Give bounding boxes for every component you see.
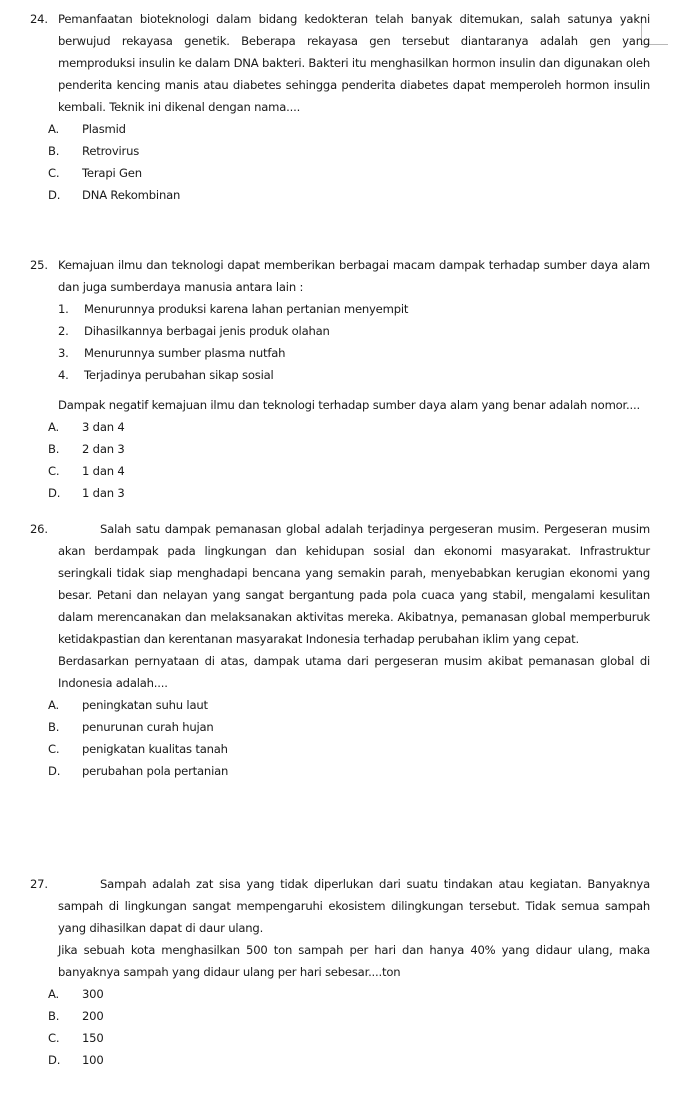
option-a[interactable]: A. peningkatan suhu laut [48, 698, 208, 712]
question-text: Salah satu dampak pemanasan global adalah terjadinya pergeseran musim. Pergeseran musim akan berdampak pada lingkungan dan kehidupan sosial dan ekonomi masyarakat. Infrastruktur seringkali tidak siap menghadapi bencana yang semakin parah, menyebabkan kerugian ekonomi yang besar. Petani dan nelayan yang sangat bergantung pada pola cuaca yang stabil, mengalami kesulitan dalam merencanakan dan melaksanakan aktivitas mereka. Akibatnya, pemanasan global memperburuk ketidakpastian dan kerentanan masyarakat Indonesia terhadap perubahan iklim yang cepat. [58, 522, 650, 646]
statement-item: 1. Menurunnya produksi karena lahan pertanian menyempit [58, 302, 409, 316]
option-a[interactable]: A. 3 dan 4 [48, 420, 125, 434]
question-text: Sampah adalah zat sisa yang tidak diperlukan dari suatu tindakan atau kegiatan. Banyaknya sampah di lingkungan sangat mempengaruhi ekosistem dilingkungan tersebut. Tidak semua sampah yang dihasilkan dapat di daur ulang. [58, 877, 650, 935]
question-24 [30, 8, 650, 206]
option-d[interactable]: D. DNA Rekombinan [48, 188, 181, 202]
answer-options [30, 983, 650, 1071]
option-b[interactable]: B. 2 dan 3 [48, 442, 125, 456]
option-b[interactable]: B. Retrovirus [48, 144, 140, 158]
statement-list [30, 298, 650, 386]
question-prompt: Berdasarkan pernyataan di atas, dampak utama dari pergeseran musim akibat pemanasan global di Indonesia adalah.... [58, 654, 650, 690]
question-number: 25. [30, 258, 48, 272]
answer-options [30, 694, 650, 782]
question-number: 27. [30, 877, 48, 891]
option-b[interactable]: B. penurunan curah hujan [48, 720, 214, 734]
question-number: 26. [30, 522, 48, 536]
question-text: Kemajuan ilmu dan teknologi dapat memberikan berbagai macam dampak terhadap sumber daya alam dan juga sumberdaya manusia antara lain : [58, 258, 650, 294]
question-27 [30, 873, 650, 1071]
option-b[interactable]: B. 200 [48, 1009, 104, 1023]
option-d[interactable]: D. 1 dan 3 [48, 486, 125, 500]
statement-item: 2. Dihasilkannya berbagai jenis produk olahan [58, 324, 330, 338]
question-25 [30, 254, 650, 504]
answer-options [30, 416, 650, 504]
option-d[interactable]: D. perubahan pola pertanian [48, 764, 229, 778]
option-a[interactable]: A. Plasmid [48, 122, 126, 136]
statement-item: 3. Menurunnya sumber plasma nutfah [58, 346, 286, 360]
option-c[interactable]: C. Terapi Gen [48, 166, 142, 180]
question-prompt: Dampak negatif kemajuan ilmu dan teknologi terhadap sumber daya alam yang benar adalah nomor.... [58, 398, 640, 412]
question-26 [30, 518, 650, 782]
option-c[interactable]: C. penigkatan kualitas tanah [48, 742, 228, 756]
option-c[interactable]: C. 1 dan 4 [48, 464, 125, 478]
question-number: 24. [30, 12, 48, 26]
question-prompt: Jika sebuah kota menghasilkan 500 ton sampah per hari dan hanya 40% yang didaur ulang, maka banyaknya sampah yang didaur ulang per hari sebesar....ton [58, 943, 650, 979]
option-d[interactable]: D. 100 [48, 1053, 104, 1067]
option-a[interactable]: A. 300 [48, 987, 104, 1001]
question-text: Pemanfaatan bioteknologi dalam bidang kedokteran telah banyak ditemukan, salah satunya yakni berwujud rekayasa genetik. Beberapa rekayasa gen tersebut diantaranya adalah gen yang memproduksi insulin ke dalam DNA bakteri. Bakteri itu menghasilkan hormon insulin dan digunakan oleh penderita kencing manis atau diabetes sehingga penderita diabetes dapat memperoleh hormon insulin kembali. Teknik ini dikenal dengan nama.... [58, 12, 650, 114]
statement-item: 4. Terjadinya perubahan sikap sosial [58, 368, 274, 382]
option-c[interactable]: C. 150 [48, 1031, 104, 1045]
answer-options [30, 118, 650, 206]
